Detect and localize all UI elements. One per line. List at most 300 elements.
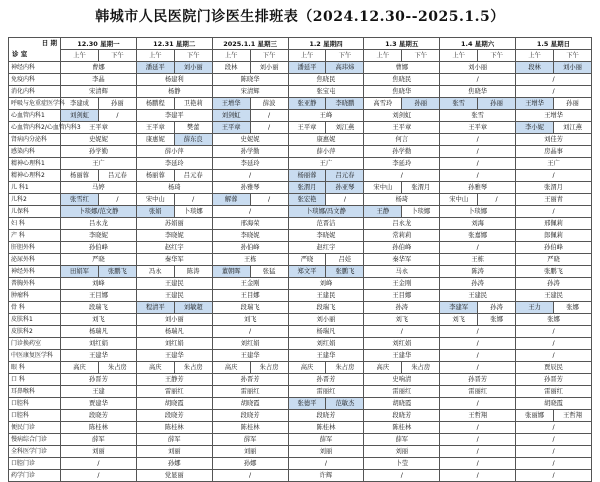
- department-name: 皮肤科2: [9, 326, 61, 338]
- doctor-cell: 孙晋芳: [212, 374, 288, 386]
- doctor-cell: 刘小丽: [174, 62, 212, 74]
- doctor-cell: 段晓芳: [212, 410, 288, 422]
- doctor-cell: 刘红娟: [136, 338, 212, 350]
- doctor-cell: 何言: [364, 134, 440, 146]
- department-name: 呼吸与危重症医学科: [9, 98, 61, 110]
- department-name: 精神心理科1: [9, 158, 61, 170]
- doctor-cell: 薛波: [250, 98, 288, 110]
- empty-shift-cell: /: [364, 326, 440, 338]
- doctor-cell: 陈晓华: [212, 74, 288, 86]
- doctor-cell: 贾辰民: [516, 362, 592, 374]
- doctor-cell: 李建成: [61, 98, 99, 110]
- doctor-cell: 王建华: [288, 350, 364, 362]
- doctor-cell: 薛军: [136, 434, 212, 446]
- doctor-cell: 王增华: [516, 98, 554, 110]
- doctor-cell: 刘小丽: [440, 62, 516, 74]
- empty-shift-cell: /: [250, 194, 288, 206]
- morning-header: 上午: [364, 50, 402, 62]
- empty-shift-cell: /: [516, 170, 592, 182]
- doctor-cell: 孙学勤: [212, 146, 288, 158]
- doctor-cell: 王目娜: [61, 290, 137, 302]
- doctor-cell: 王增华: [516, 110, 592, 122]
- empty-shift-cell: /: [440, 362, 516, 374]
- doctor-cell: 马永: [364, 266, 440, 278]
- doctor-cell: 段瑞飞: [212, 302, 288, 314]
- afternoon-header: 下午: [174, 50, 212, 62]
- doctor-cell: 陈涛: [174, 266, 212, 278]
- doctor-cell: 李晓鹏: [326, 98, 364, 110]
- doctor-cell: 张鹏飞: [98, 266, 136, 278]
- department-name: 皮肤科1: [9, 314, 61, 326]
- morning-header: 上午: [288, 50, 326, 62]
- empty-shift-cell: /: [212, 470, 288, 482]
- doctor-cell: 党显丽: [136, 470, 212, 482]
- schedule-row: [9, 398, 592, 410]
- empty-shift-cell: /: [516, 422, 592, 434]
- doctor-cell: 吕元春: [174, 170, 212, 182]
- doctor-cell: 雷丽红: [212, 386, 288, 398]
- doctor-cell: 史响清: [364, 374, 440, 386]
- doctor-cell: 孙涛: [364, 302, 440, 314]
- doctor-cell: 李延玲: [212, 158, 288, 170]
- doctor-cell: 雷丽红: [288, 386, 364, 398]
- department-name: 慢病综合门诊: [9, 434, 61, 446]
- department-name: 儿科2: [9, 194, 61, 206]
- doctor-cell: 刘红娟: [212, 338, 288, 350]
- doctor-cell: 马婷: [61, 182, 137, 194]
- department-name: 口 科: [9, 374, 61, 386]
- department-name: 药学门诊: [9, 470, 61, 482]
- doctor-cell: 孙晋芳: [61, 374, 137, 386]
- schedule-row: [9, 98, 592, 110]
- doctor-cell: 刘剑虹: [364, 110, 440, 122]
- schedule-row: [9, 470, 592, 482]
- doctor-cell: 高庆: [212, 362, 250, 374]
- empty-shift-cell: /: [440, 326, 516, 338]
- schedule-row: [9, 146, 592, 158]
- afternoon-header: 下午: [326, 50, 364, 62]
- doctor-cell: 刘红娟: [288, 338, 364, 350]
- doctor-cell: 王哲翔: [440, 410, 516, 422]
- morning-header: 上午: [136, 50, 174, 62]
- doctor-cell: 卜琰娜: [440, 206, 516, 218]
- date-header: 2025.1.1 星期三: [212, 38, 288, 50]
- date-header: 1.3 星期五: [364, 38, 440, 50]
- doctor-cell: 张娜: [516, 314, 592, 326]
- doctor-cell: 王平章: [136, 122, 174, 134]
- empty-shift-cell: /: [478, 194, 516, 206]
- afternoon-header: 下午: [553, 50, 591, 62]
- doctor-cell: 刘小丽: [136, 314, 212, 326]
- schedule-row: [9, 62, 592, 74]
- doctor-cell: 潘延平: [288, 62, 326, 74]
- doctor-cell: 康惠妮: [136, 134, 174, 146]
- empty-shift-cell: /: [250, 122, 288, 134]
- doctor-cell: 段晓芳: [136, 410, 212, 422]
- department-name: 耳鼻喉科: [9, 386, 61, 398]
- empty-shift-cell: /: [516, 470, 592, 482]
- doctor-cell: 宋中山: [440, 194, 478, 206]
- doctor-cell: 刘峰: [288, 278, 364, 290]
- doctor-cell: 杨瑞凡: [61, 326, 137, 338]
- doctor-cell: 杨丽蓉: [288, 170, 326, 182]
- corner-cell: [9, 38, 61, 62]
- doctor-cell: 孙学勤: [61, 146, 137, 158]
- doctor-cell: 薛小萍: [136, 146, 212, 158]
- doctor-cell: 王建: [61, 386, 137, 398]
- schedule-row: [9, 242, 592, 254]
- doctor-cell: 房晶事: [516, 146, 592, 158]
- doctor-cell: 高庆: [364, 362, 402, 374]
- doctor-cell: 杨琦: [364, 194, 440, 206]
- doctor-cell: 高庆: [136, 362, 174, 374]
- doctor-cell: 孙晋芳: [440, 374, 516, 386]
- date-header: 1.2 星期四: [288, 38, 364, 50]
- doctor-cell: 史妮妮: [212, 134, 288, 146]
- doctor-cell: 杨瑞凡: [288, 326, 364, 338]
- empty-shift-cell: /: [61, 458, 137, 470]
- schedule-row: [9, 290, 592, 302]
- doctor-cell: 樊蕾: [174, 122, 212, 134]
- half-day-header-row: [9, 50, 592, 62]
- empty-shift-cell: /: [440, 134, 516, 146]
- doctor-cell: 刘峰: [61, 278, 137, 290]
- doctor-cell: 王平章: [364, 122, 440, 134]
- doctor-cell: 张宝屯: [288, 86, 364, 98]
- doctor-cell: 秦华军: [364, 254, 440, 266]
- doctor-cell: 吕永龙: [364, 218, 440, 230]
- doctor-cell: 王建华: [136, 350, 212, 362]
- empty-shift-cell: /: [364, 470, 440, 482]
- schedule-row: [9, 182, 592, 194]
- department-name: 肿瘤科: [9, 290, 61, 302]
- doctor-cell: 许辉: [288, 470, 364, 482]
- empty-shift-cell: /: [212, 206, 288, 218]
- doctor-cell: 王建民: [516, 290, 592, 302]
- doctor-cell: 段晓芳: [364, 410, 440, 422]
- doctor-cell: 孙丽: [402, 98, 440, 110]
- schedule-row: [9, 386, 592, 398]
- department-name: 心血管内科1: [9, 110, 61, 122]
- doctor-cell: 朱占房: [250, 362, 288, 374]
- empty-shift-cell: /: [212, 326, 288, 338]
- doctor-cell: 刘飞: [364, 314, 440, 326]
- empty-shift-cell: /: [440, 242, 516, 254]
- doctor-cell: 张猛: [250, 266, 288, 278]
- doctor-cell: 李延玲: [136, 158, 212, 170]
- doctor-cell: 杨鹏程: [136, 98, 174, 110]
- empty-shift-cell: /: [440, 338, 516, 350]
- schedule-row: [9, 278, 592, 290]
- doctor-cell: 胡晓霞: [364, 398, 440, 410]
- department-name: 泌尿外科: [9, 254, 61, 266]
- empty-shift-cell: /: [326, 194, 364, 206]
- doctor-cell: 王丽青: [516, 194, 592, 206]
- doctor-cell: 曹娜: [364, 62, 440, 74]
- schedule-row: [9, 350, 592, 362]
- empty-shift-cell: /: [440, 458, 516, 470]
- doctor-cell: 朱占房: [326, 362, 364, 374]
- doctor-cell: 李建军: [440, 302, 478, 314]
- doctor-cell: 孙丽: [478, 98, 516, 110]
- doctor-cell: 刘飞: [212, 314, 288, 326]
- doctor-cell: 薛小萍: [288, 146, 364, 158]
- doctor-cell: 薛东良: [174, 134, 212, 146]
- doctor-cell: 曹娜: [61, 62, 137, 74]
- doctor-cell: 焦晓民: [288, 74, 364, 86]
- schedule-row: [9, 266, 592, 278]
- doctor-cell: 孙晋芳: [288, 374, 364, 386]
- department-name: 儿 科1: [9, 182, 61, 194]
- schedule-row: [9, 422, 592, 434]
- doctor-cell: 张亚静: [288, 98, 326, 110]
- empty-shift-cell: /: [440, 158, 516, 170]
- empty-shift-cell: /: [440, 470, 516, 482]
- doctor-cell: 宋清辉: [61, 86, 137, 98]
- doctor-cell: 陈桂林: [61, 422, 137, 434]
- empty-shift-cell: /: [440, 398, 516, 410]
- schedule-row: [9, 170, 592, 182]
- doctor-cell: 刘小丽: [553, 62, 591, 74]
- department-name: 中医康复医学科: [9, 350, 61, 362]
- doctor-cell: 张鹏飞: [326, 266, 364, 278]
- schedule-row: [9, 458, 592, 470]
- doctor-cell: 吕永龙: [61, 218, 137, 230]
- doctor-cell: 张雪: [440, 110, 516, 122]
- doctor-cell: 张渭月: [288, 182, 326, 194]
- doctor-cell: 孙亚琴: [326, 182, 364, 194]
- doctor-cell: 严晓: [516, 254, 592, 266]
- schedule-row: [9, 338, 592, 350]
- doctor-cell: 张嘉娜: [440, 230, 516, 242]
- doctor-cell: 王平章: [440, 122, 516, 134]
- doctor-cell: 董朝晖: [212, 266, 250, 278]
- doctor-cell: 郎佩莉: [516, 230, 592, 242]
- doctor-cell: 段瑞飞: [61, 302, 137, 314]
- doctor-cell: 段瑞飞: [288, 302, 364, 314]
- department-name: 口腔门诊: [9, 458, 61, 470]
- doctor-cell: 孙涛: [516, 278, 592, 290]
- afternoon-header: 下午: [250, 50, 288, 62]
- doctor-cell: 赵红宇: [288, 242, 364, 254]
- doctor-cell: 孙娜: [212, 458, 288, 470]
- doctor-cell: 李小妮: [516, 122, 554, 134]
- schedule-row: [9, 374, 592, 386]
- schedule-row: [9, 326, 592, 338]
- empty-shift-cell: /: [516, 206, 592, 218]
- empty-shift-cell: /: [61, 470, 137, 482]
- page-title: 韩城市人民医院门诊医生排班表（2024.12.30--2025.1.5）: [95, 9, 505, 25]
- department-name: 全科医学门诊: [9, 446, 61, 458]
- doctor-cell: 王力: [516, 302, 554, 314]
- doctor-cell: 张鹏飞: [516, 266, 592, 278]
- doctor-cell: 田娟军: [61, 266, 99, 278]
- doctor-cell: 王广: [61, 158, 137, 170]
- department-name: 儿保科: [9, 206, 61, 218]
- doctor-cell: 卜琰娜/冯文静: [288, 206, 364, 218]
- doctor-cell: 杨丽蓉: [136, 170, 174, 182]
- doctor-cell: 冯永: [136, 266, 174, 278]
- doctor-cell: 卫艳莉: [174, 98, 212, 110]
- doctor-cell: 史妮妮: [61, 134, 137, 146]
- doctor-cell: 王目娜: [364, 290, 440, 302]
- schedule-row: [9, 86, 592, 98]
- department-name: 口腔科: [9, 410, 61, 422]
- doctor-cell: 苏娟丽: [136, 218, 212, 230]
- schedule-row: [9, 74, 592, 86]
- doctor-cell: 严晓: [61, 254, 137, 266]
- schedule-row: [9, 134, 592, 146]
- schedule-row: [9, 206, 592, 218]
- doctor-cell: 王建民: [136, 278, 212, 290]
- doctor-cell: 宋中山: [136, 194, 174, 206]
- doctor-cell: 王静: [364, 206, 402, 218]
- empty-shift-cell: /: [174, 194, 212, 206]
- doctor-cell: 李晓妮: [61, 230, 137, 242]
- doctor-cell: 常莉莉: [364, 230, 440, 242]
- doctor-cell: 赵红宇: [136, 242, 212, 254]
- empty-shift-cell: /: [440, 74, 516, 86]
- schedule-row: [9, 434, 592, 446]
- date-header-row: [9, 38, 592, 50]
- doctor-cell: 段晓芳: [61, 410, 137, 422]
- doctor-cell: 焦晓民: [364, 74, 440, 86]
- doctor-cell: 卜莹: [364, 458, 440, 470]
- doctor-cell: 王平章: [212, 122, 250, 134]
- doctor-cell: 孙晋芳: [516, 374, 592, 386]
- doctor-cell: 严晓: [288, 254, 326, 266]
- empty-shift-cell: /: [250, 110, 288, 122]
- empty-shift-cell: /: [516, 74, 592, 86]
- doctor-cell: 王栋: [212, 254, 288, 266]
- doctor-cell: 胡晓霞: [212, 398, 288, 410]
- doctor-cell: 刘丽: [288, 446, 364, 458]
- department-name: 普胸外科: [9, 278, 61, 290]
- doctor-cell: 朱占房: [402, 362, 440, 374]
- doctor-cell: 刘飞: [61, 314, 137, 326]
- doctor-cell: 王广: [288, 158, 364, 170]
- doctor-cell: 王金刚: [364, 278, 440, 290]
- doctor-cell: 卜琰娜: [402, 206, 440, 218]
- doctor-cell: 雷丽红: [136, 386, 212, 398]
- schedule-row: [9, 254, 592, 266]
- department-name: 产 科: [9, 230, 61, 242]
- department-name: 妇 科: [9, 218, 61, 230]
- doctor-cell: 朱占房: [174, 362, 212, 374]
- empty-shift-cell: /: [440, 350, 516, 362]
- doctor-cell: 康惠妮: [288, 134, 364, 146]
- department-name: 精神心理科2: [9, 170, 61, 182]
- doctor-cell: 陈桂林: [364, 422, 440, 434]
- doctor-cell: 刘红娟: [364, 338, 440, 350]
- doctor-cell: 高庆: [288, 362, 326, 374]
- doctor-cell: 胡晓霞: [136, 398, 212, 410]
- doctor-cell: 王建华: [212, 350, 288, 362]
- empty-shift-cell: /: [440, 146, 516, 158]
- doctor-cell: 王建民: [288, 290, 364, 302]
- doctor-cell: 李晶: [61, 74, 137, 86]
- department-name: 感染内科: [9, 146, 61, 158]
- doctor-cell: 潘延平: [136, 62, 174, 74]
- doctor-cell: 孙伯峰: [516, 242, 592, 254]
- doctor-cell: 张渭月: [402, 182, 440, 194]
- afternoon-header: 下午: [478, 50, 516, 62]
- morning-header: 上午: [61, 50, 99, 62]
- department-name: 消化内科: [9, 86, 61, 98]
- doctor-cell: 陈桂林: [136, 422, 212, 434]
- doctor-cell: 吕元春: [98, 170, 136, 182]
- doctor-cell: 焦晓华: [364, 86, 440, 98]
- doctor-cell: 邢佩莉: [516, 218, 592, 230]
- doctor-cell: 吕娃: [326, 254, 364, 266]
- doctor-cell: 王广: [516, 158, 592, 170]
- date-header: 12.30 星期一: [61, 38, 137, 50]
- doctor-cell: 李晓妮: [136, 230, 212, 242]
- doctor-cell: 孙丽: [553, 98, 591, 110]
- empty-shift-cell: /: [516, 458, 592, 470]
- doctor-cell: 王增华: [212, 98, 250, 110]
- empty-shift-cell: /: [516, 446, 592, 458]
- doctor-cell: 孙涛: [478, 302, 516, 314]
- doctor-cell: 刘丽: [136, 446, 212, 458]
- empty-shift-cell: /: [440, 446, 516, 458]
- doctor-cell: 薛军: [364, 434, 440, 446]
- empty-shift-cell: /: [98, 194, 136, 206]
- empty-shift-cell: /: [440, 170, 516, 182]
- doctor-cell: 刘海: [440, 218, 516, 230]
- department-name: 骨 科: [9, 302, 61, 314]
- doctor-cell: 范晋洁: [288, 218, 364, 230]
- doctor-cell: 宋清辉: [212, 86, 288, 98]
- doctor-cell: 杨静: [136, 86, 212, 98]
- doctor-cell: 邢海荣: [212, 218, 288, 230]
- doctor-cell: 胡晓霞: [516, 398, 592, 410]
- doctor-cell: 段晓芳: [288, 410, 364, 422]
- morning-header: 上午: [440, 50, 478, 62]
- date-header: 12.31 星期二: [136, 38, 212, 50]
- doctor-cell: 王建民: [440, 290, 516, 302]
- schedule-row: [9, 122, 592, 134]
- doctor-cell: 刘小丽: [250, 62, 288, 74]
- morning-header: 上午: [212, 50, 250, 62]
- schedule-row: [9, 158, 592, 170]
- doctor-cell: 段林: [212, 62, 250, 74]
- doctor-cell: 刘剑虹: [212, 110, 250, 122]
- empty-shift-cell: /: [212, 170, 288, 182]
- doctor-cell: 王建民: [136, 290, 212, 302]
- doctor-cell: 朱占房: [98, 362, 136, 374]
- doctor-cell: 孙伯峰: [364, 242, 440, 254]
- doctor-cell: 刘丽: [61, 446, 137, 458]
- empty-shift-cell: /: [288, 458, 364, 470]
- empty-shift-cell: /: [516, 326, 592, 338]
- afternoon-header: 下午: [402, 50, 440, 62]
- doctor-cell: 陈桂林: [212, 422, 288, 434]
- department-name: 口腔科: [9, 398, 61, 410]
- doctor-cell: 李晓妮: [288, 230, 364, 242]
- department-name: 眼 科: [9, 362, 61, 374]
- empty-shift-cell: /: [516, 350, 592, 362]
- department-name: 门诊换药室: [9, 338, 61, 350]
- corner-clinic-label: 诊 室: [12, 50, 28, 58]
- afternoon-header: 下午: [98, 50, 136, 62]
- empty-shift-cell: /: [98, 110, 136, 122]
- department-name: 神经外科: [9, 266, 61, 278]
- morning-header: 上午: [516, 50, 554, 62]
- empty-shift-cell: /: [516, 338, 592, 350]
- doctor-cell: 高庆: [61, 362, 99, 374]
- schedule-row: [9, 194, 592, 206]
